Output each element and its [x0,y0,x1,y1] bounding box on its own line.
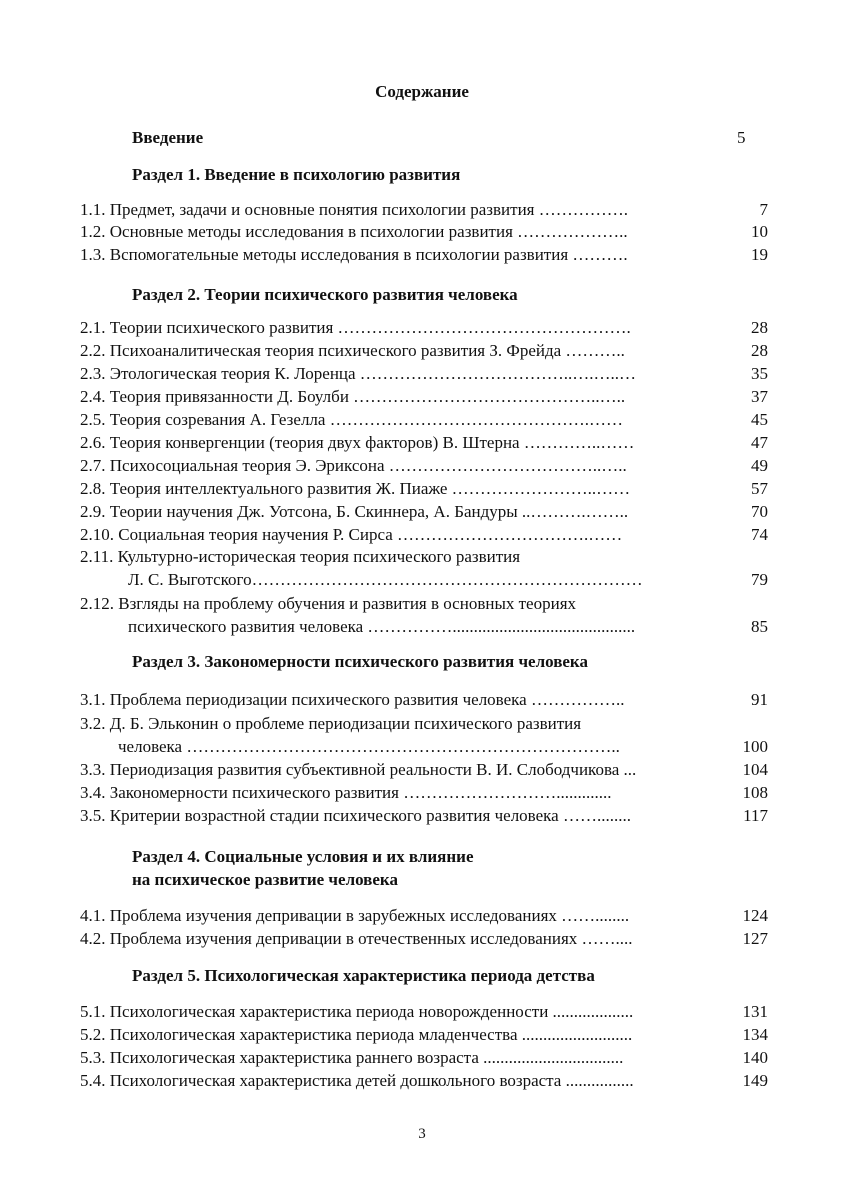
toc-entry-page: 79 [751,570,768,589]
toc-entry-page: 10 [751,222,768,241]
toc-entry-text: 2.6. Теория конвергенции (теория двух факторов) В. Штерна …………..…… [80,433,635,452]
toc-entry-text: 2.8. Теория интеллектуального развития Ж. Пиаже ……………………..…… [80,479,631,498]
toc-entry-text: 1.2. Основные методы исследования в психологии развития ……………….. [80,222,628,241]
toc-entry-text: 2.12. Взгляды на проблему обучения и развития в основных теориях [80,594,577,613]
toc-entry-text: 2.9. Теории научения Дж. Уотсона, Б. Скиннера, А. Бандуры ..……….…….. [80,502,629,521]
toc-entry-page: 45 [751,410,768,429]
toc-entry-text: 3.1. Проблема периодизации психического развития человека …………….. [80,690,625,709]
toc-entry-page: 7 [759,200,768,219]
toc-entry-page: 124 [742,906,768,925]
toc-entry-page: 149 [742,1071,768,1090]
toc-entry-text: 5.4. Психологическая характеристика детей дошкольного возраста ................ [80,1071,634,1090]
toc-entry-page: 37 [751,387,768,406]
intro-page: 5 [737,128,746,147]
toc-entry-text: 2.4. Теория привязанности Д. Боулби ……………………………………..….. [80,387,626,406]
toc-entry-text: 3.5. Критерии возрастной стадии психического развития человека ……........ [80,806,631,825]
toc-entry-text: 2.3. Этологическая теория К. Лоренца ………………………………..….…..… [80,364,637,383]
intro-label: Введение [132,128,204,147]
toc-entry-text: 2.11. Культурно-историческая теория психического развития [80,547,521,566]
toc-entry-text: 2.7. Психосоциальная теория Э. Эриксона ………………………………..….. [80,456,627,475]
toc-entry-text: человека ………………………………………………………………….. [118,737,620,756]
toc-entry-page: 131 [742,1002,768,1021]
toc-entry-page: 91 [751,690,768,709]
toc-entry-text: 1.1. Предмет, задачи и основные понятия психологии развития ……………. [80,200,628,219]
toc-entry-text: 3.3. Периодизация развития субъективной реальности В. И. Слободчикова ... [80,760,637,779]
toc-entry-text: 2.5. Теория созревания А. Гезелла ……………………………………….…… [80,410,623,429]
toc-entry-page: 28 [751,318,768,337]
toc-entry-page: 74 [751,525,768,544]
section-4-heading-line2: на психическое развитие человека [132,870,398,889]
toc-entry-page: 47 [751,433,768,452]
toc-entry-text: 5.1. Психологическая характеристика периода новорожденности ................... [80,1002,634,1021]
toc-entry-page: 49 [751,456,768,475]
section-5-heading: Раздел 5. Психологическая характеристика периода детства [132,966,595,985]
toc-entry-page: 100 [742,737,768,756]
toc-entry-page: 35 [751,364,768,383]
toc-entry-page: 28 [751,341,768,360]
page-title: Содержание [375,82,469,101]
toc-entry-page: 140 [742,1048,768,1067]
toc-entry-text: 5.2. Психологическая характеристика периода младенчества .......................... [80,1025,633,1044]
toc-entry-text: 2.1. Теории психического развития ……………………………………………. [80,318,631,337]
toc-entry-text: 4.1. Проблема изучения депривации в зарубежных исследованиях ……........ [80,906,630,925]
toc-entry-page: 117 [743,806,768,825]
toc-entry-text: Л. С. Выготского…………………………………………………………… [128,570,643,589]
section-1-heading: Раздел 1. Введение в психологию развития [132,165,461,184]
section-3-heading: Раздел 3. Закономерности психического развития человека [132,652,588,671]
toc-entry-page: 108 [742,783,768,802]
toc-entry-page: 70 [751,502,768,521]
toc-entry-text: 2.10. Социальная теория научения Р. Сирса …………………………….…… [80,525,623,544]
toc-entry-text: 2.2. Психоаналитическая теория психического развития З. Фрейда ……….. [80,341,625,360]
toc-entry-text: 4.2. Проблема изучения депривации в отечественных исследованиях …….... [80,929,633,948]
toc-entry-page: 127 [742,929,768,948]
toc-entry-text: 3.2. Д. Б. Эльконин о проблеме периодизации психического развития [80,714,582,733]
toc-entry-text: 1.3. Вспомогательные методы исследования в психологии развития ………. [80,245,628,264]
toc-entry-page: 85 [751,617,768,636]
toc-entry-text: 5.3. Психологическая характеристика раннего возраста ................................. [80,1048,624,1067]
toc-entry-text: 3.4. Закономерности психического развития ………………………............. [80,783,612,802]
section-2-heading: Раздел 2. Теории психического развития человека [132,285,518,304]
toc-entry-page: 104 [742,760,768,779]
page-number: 3 [418,1126,426,1142]
section-4-heading-line1: Раздел 4. Социальные условия и их влияние [132,847,474,866]
toc-entry-page: 134 [742,1025,768,1044]
toc-entry-page: 19 [751,245,768,264]
toc-entry-text: психического развития человека ……………........................................... [128,617,636,636]
toc-entry-page: 57 [751,479,768,498]
